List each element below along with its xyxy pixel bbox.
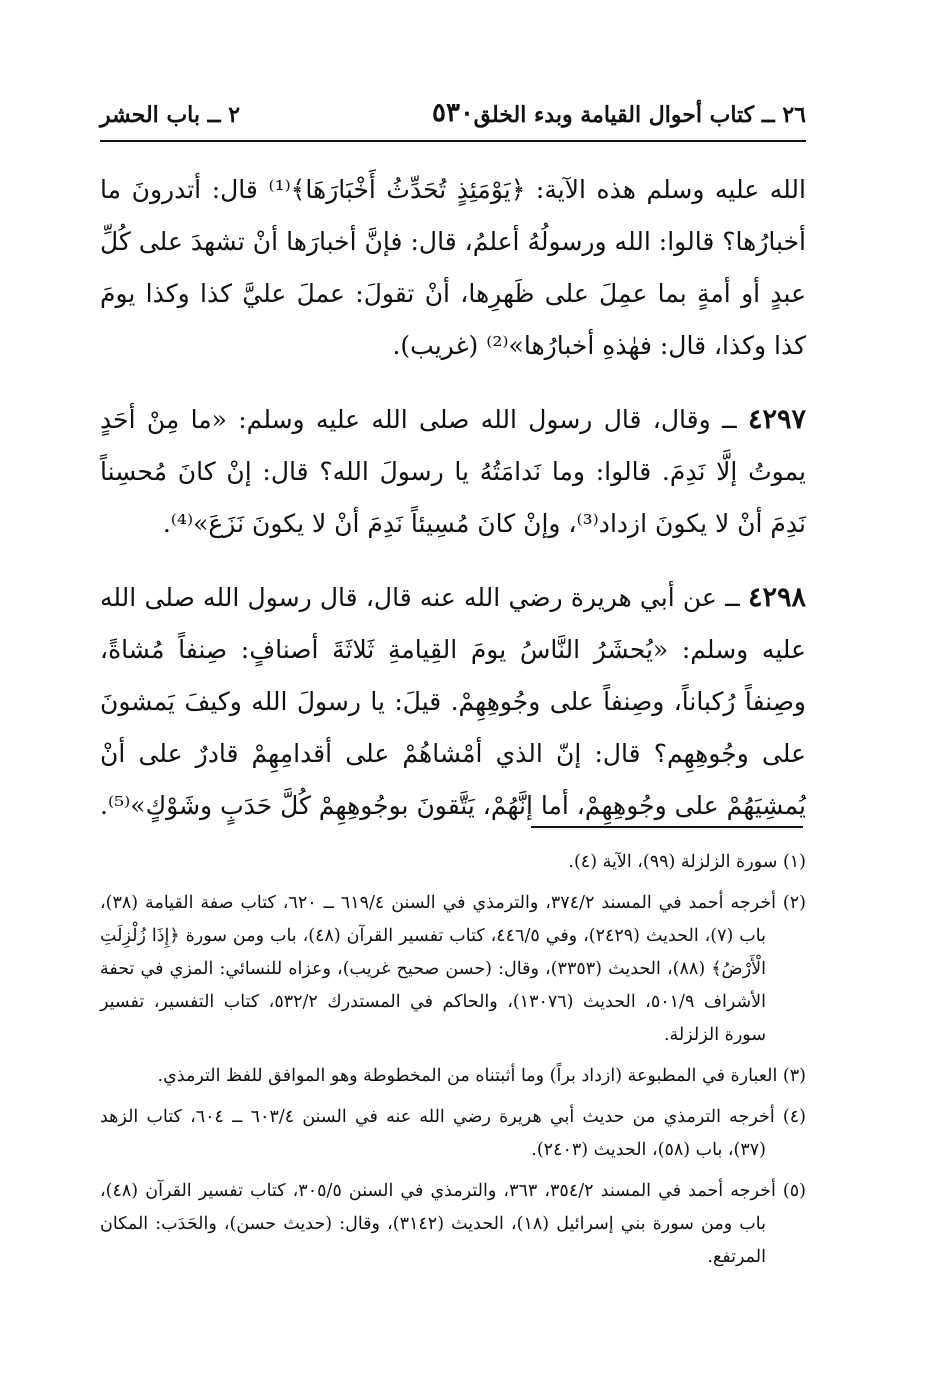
main-text [100, 164, 806, 854]
paragraph-text: ــ وقال، قال رسول الله صلى الله عليه وسلم: «ما مِنْ أحَدٍ يموتُ إلَّا نَدِمَ. قالوا: وما نَدامَتُهُ يا رسولَ الله؟ قال: إنْ كانَ مُحسِناً نَدِمَ أنْ لا يكونَ ازداد⁽³⁾، وإنْ كانَ مُسِيئاً نَدِمَ أنْ لا يكونَ نَزَعَ»⁽⁴⁾. [100, 405, 806, 538]
hadith-4298 [100, 572, 806, 832]
header-divider [100, 140, 806, 142]
footnote-2: (٢) أخرجه أحمد في المسند ٣٧٤/٢، والترمذي في السنن ٦١٩/٤ ــ ٦٢٠، كتاب صفة القيامة (٣٨)، باب (٧)، الحديث (٢٤٢٩)، وفي ٤٤٦/٥، كتاب تفسير القرآن (٤٨)، باب ومن سورة ﴿إِذَا زُلْزِلَتِ الْأَرْضُ﴾ (٨٨)، الحديث (٣٣٥٣)، وقال: (حسن صحيح غريب)، وعزاه للنسائي: المزي في تحفة الأشراف ٥٠١/٩، الحديث (١٣٠٧٦)، والحاكم في المستدرك ٥٣٢/٢، كتاب التفسير، تفسير سورة الزلزلة. [100, 893, 806, 1045]
footnote-4: (٤) أخرجه الترمذي من حديث أبي هريرة رضي الله عنه في السنن ٦٠٣/٤ ــ ٦٠٤، كتاب الزهد (٣٧)، باب (٥٨)، الحديث (٢٤٠٣). [100, 1107, 806, 1160]
page-number: ٥٣٠ [432, 98, 474, 128]
chapter-title: ٢٦ ــ كتاب أحوال القيامة وبدء الخلق [473, 102, 806, 128]
footnotes [100, 846, 806, 1282]
section-title: ٢ ــ باب الحشر [100, 102, 241, 128]
paragraph-continuation [100, 164, 806, 372]
footnote-1: (١) سورة الزلزلة (٩٩)، الآية (٤). [568, 852, 806, 872]
footnote-3: (٣) العبارة في المطبوعة (ازداد براً) وما أثبتناه من المخطوطة وهو الموافق للفظ الترمذي. [157, 1066, 806, 1086]
hadith-4297 [100, 394, 806, 550]
footnote-5: (٥) أخرجه أحمد في المسند ٣٥٤/٢، ٣٦٣، والترمذي في السنن ٣٠٥/٥، كتاب تفسير القرآن (٤٨)، باب ومن سورة بني إسرائيل (١٨)، الحديث (٣١٤٢)، وقال: (حديث حسن)، والحَدَب: المكان المرتفع. [100, 1181, 806, 1267]
hadith-number: ٤٢٩٧ [747, 404, 806, 435]
paragraph-text: ــ عن أبي هريرة رضي الله عنه قال، قال رسول الله صلى الله عليه وسلم: «يُحشَرُ النَّاسُ يومَ القِيامةِ ثَلاثَةَ أصنافٍ: صِنفاً مُشاةً، وصِنفاً رُكباناً، وصِنفاً على وجُوهِهِمْ. قيلَ: يا رسولَ الله وكيفَ يَمشونَ على وجُوهِهِم؟ قال: إنّ الذي أمْشاهُمْ على أقدامِهِمْ قادرٌ على أنْ يُمشِيَهُمْ على وجُوهِهِمْ، أما إنَّهُمْ، يَتَّقونَ بوجُوهِهِمْ كُلَّ حَدَبٍ وشَوْكٍ»⁽⁵⁾. [100, 583, 806, 820]
running-header [100, 92, 806, 136]
paragraph-text: الله عليه وسلم هذه الآية: ﴿يَوْمَئِذٍ تُحَدِّثُ أَخْبَارَهَا﴾⁽¹⁾ قال: أتدرونَ ما أخبارُها؟ قالوا: الله ورسولُهُ أعلمُ، قال: فإنَّ أخبارَها أنْ تشهدَ على كُلِّ عبدٍ أو أمةٍ بما عمِلَ على ظَهرِها، أنْ تقولَ: عملَ عليَّ كذا وكذا يومَ كذا وكذا، قال: فهٰذهِ أخبارُها»⁽²⁾ (غريب). [100, 175, 806, 360]
footnote-divider [531, 826, 803, 828]
hadith-number: ٤٢٩٨ [748, 582, 807, 613]
